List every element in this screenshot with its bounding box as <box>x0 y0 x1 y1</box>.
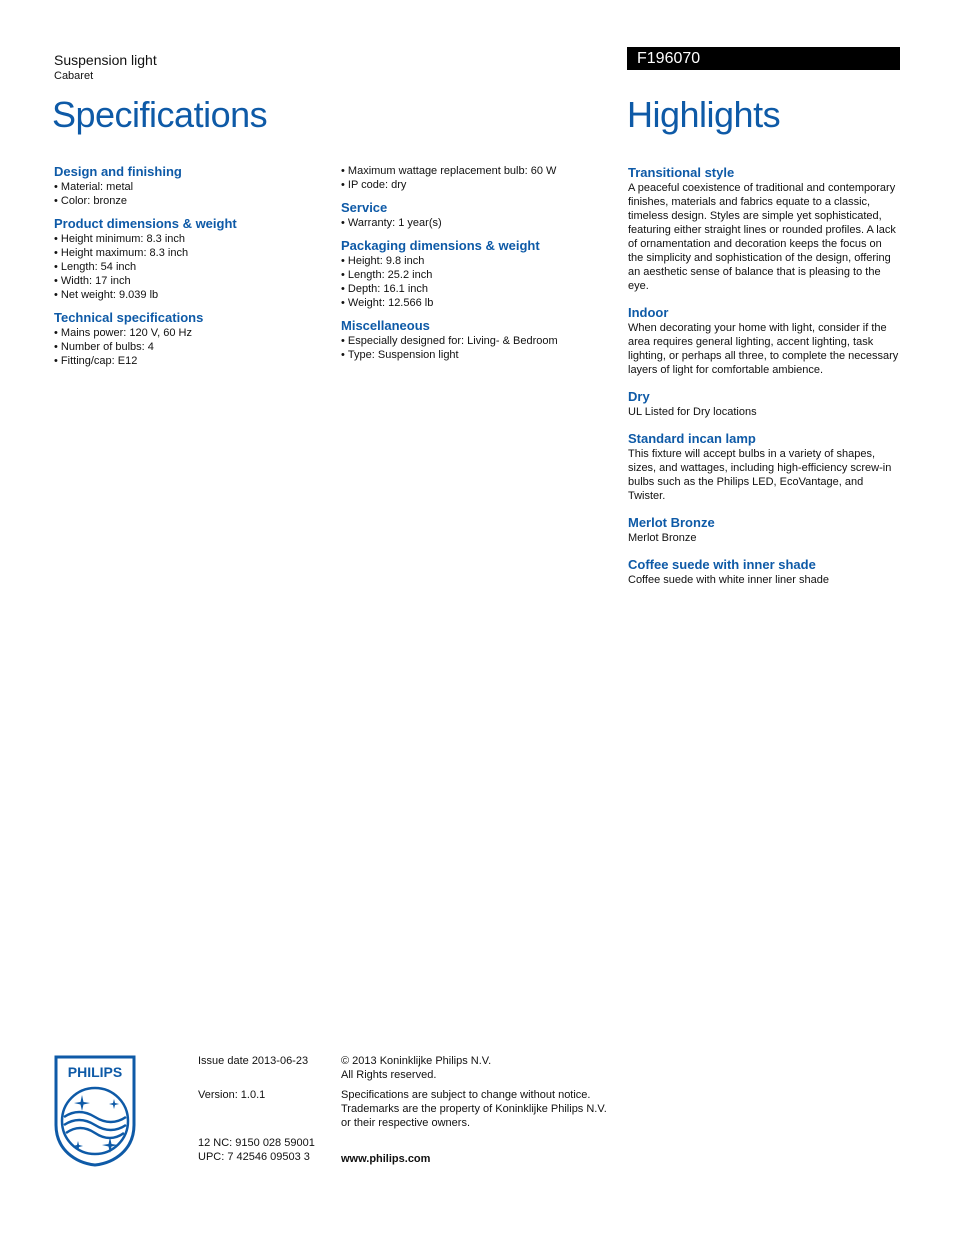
highlight-item <box>628 557 900 587</box>
spec-item: • Especially designed for: Living- & Bedroom <box>341 334 601 348</box>
highlight-title: Transitional style <box>628 165 735 180</box>
spec-section <box>54 164 314 208</box>
highlight-body: UL Listed for Dry locations <box>628 406 757 418</box>
footer-meta <box>198 1054 328 1170</box>
spec-item: • Number of bulbs: 4 <box>54 340 314 354</box>
nc-number: 12 NC: 9150 028 59001 <box>198 1137 315 1149</box>
spec-item: • Material: metal <box>54 180 314 194</box>
upc-number: UPC: 7 42546 09503 3 <box>198 1151 310 1163</box>
spec-section <box>341 238 601 310</box>
spec-section <box>341 200 601 230</box>
spec-item: • Height maximum: 8.3 inch <box>54 246 314 260</box>
highlights-title: Highlights <box>627 94 781 135</box>
spec-item: • Mains power: 120 V, 60 Hz <box>54 326 314 340</box>
spec-item: • Length: 25.2 inch <box>341 268 601 282</box>
spec-item: • Warranty: 1 year(s) <box>341 216 601 230</box>
specs-column-2 <box>341 164 601 370</box>
specs-column-1 <box>54 164 314 376</box>
spec-item: • Width: 17 inch <box>54 274 314 288</box>
version: Version: 1.0.1 <box>198 1089 266 1101</box>
spec-item: • Net weight: 9.039 lb <box>54 288 314 302</box>
notice-line: Specifications are subject to change without notice. <box>341 1089 591 1101</box>
highlight-title: Coffee suede with inner shade <box>628 557 816 572</box>
spec-section-title: Packaging dimensions & weight <box>341 238 540 253</box>
spec-section <box>54 216 314 302</box>
issue-date: Issue date 2013-06-23 <box>198 1055 309 1067</box>
highlight-item <box>628 165 900 293</box>
highlight-title: Dry <box>628 389 650 404</box>
highlight-body: When decorating your home with light, consider if the area requires general lighting, accent lighting, task lighting, or perhaps all three, to complete the necessary layers of light for comfortable ambience. <box>628 322 899 376</box>
highlight-title: Indoor <box>628 305 669 320</box>
highlight-body: This fixture will accept bulbs in a variety of shapes, sizes, and wattages, including high-efficiency screw-in bulbs such as the Philips LED, EcoVantage, and Twister. <box>628 448 892 502</box>
notice-line: Trademarks are the property of Koninklijke Philips N.V. <box>341 1103 607 1115</box>
highlight-item <box>628 305 900 377</box>
spec-item: • Fitting/cap: E12 <box>54 354 314 368</box>
spec-section-title: Product dimensions & weight <box>54 216 237 231</box>
spec-item: • Maximum wattage replacement bulb: 60 W <box>341 164 601 178</box>
spec-section-title: Technical specifications <box>54 310 204 325</box>
philips-shield-logo <box>54 1055 136 1167</box>
spec-item: • Height: 9.8 inch <box>341 254 601 268</box>
copyright-line: © 2013 Koninklijke Philips N.V. <box>341 1055 492 1067</box>
website-link[interactable]: www.philips.com <box>341 1153 431 1165</box>
notice-line: or their respective owners. <box>341 1117 470 1129</box>
spec-item: • Height minimum: 8.3 inch <box>54 232 314 246</box>
spec-section-title: Service <box>341 200 388 215</box>
rights-line: All Rights reserved. <box>341 1069 437 1081</box>
spec-section-title: Miscellaneous <box>341 318 430 333</box>
product-range: Cabaret <box>54 70 94 82</box>
highlight-title: Merlot Bronze <box>628 515 715 530</box>
highlight-item <box>628 389 900 419</box>
spec-section <box>341 318 601 362</box>
footer-legal <box>341 1054 611 1172</box>
spec-item: • IP code: dry <box>341 178 601 192</box>
spec-section <box>54 310 314 368</box>
spec-item: • Type: Suspension light <box>341 348 601 362</box>
spec-item: • Color: bronze <box>54 194 314 208</box>
spec-item: • Length: 54 inch <box>54 260 314 274</box>
product-code-bar: F196070 <box>627 47 900 70</box>
highlight-item <box>628 515 900 545</box>
highlight-title: Standard incan lamp <box>628 431 756 446</box>
highlight-body: Coffee suede with white inner liner shade <box>628 574 829 586</box>
spec-section-title: Design and finishing <box>54 164 182 179</box>
specifications-title: Specifications <box>52 94 268 135</box>
highlights-column <box>628 165 900 599</box>
spec-item: • Weight: 12.566 lb <box>341 296 601 310</box>
highlight-body: Merlot Bronze <box>628 532 697 544</box>
highlight-item <box>628 431 900 503</box>
highlight-body: A peaceful coexistence of traditional and contemporary finishes, materials and fabrics equate to a classic, timeless design. Styles are simple yet sophisticated, featuring either straight lines or rounded profiles. A lack of ornamentation and decoration keeps the focus on the simplicity and sophistication of the design, offering an aesthetic sense of balance that is pleasing to the eye. <box>628 182 896 292</box>
spec-item: • Depth: 16.1 inch <box>341 282 601 296</box>
logo-wordmark: PHILIPS <box>67 1064 123 1080</box>
product-type: Suspension light <box>54 52 157 68</box>
